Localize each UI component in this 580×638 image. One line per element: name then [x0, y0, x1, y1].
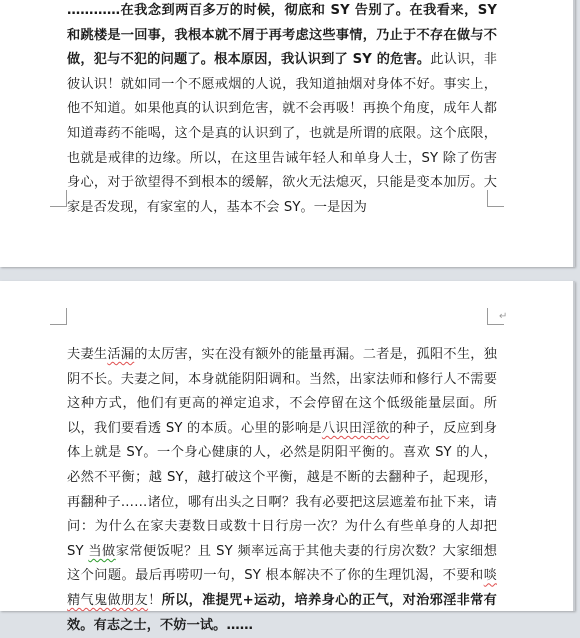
page-2-right-edge	[573, 281, 575, 611]
page-2-text-run: ！	[148, 592, 162, 608]
spellcheck-underlined-text: 啖精气鬼做朋友	[67, 568, 497, 608]
document-page-2	[0, 281, 575, 633]
page-1-body-text: 此认识，非彼认识！就如同一个不愿戒烟的人说，我知道抽烟对身体不好。事实上，他不知道。如果他真的认识到危害，就不会再吸！再换个角度，成年人都知道毒药不能喝，这个是真的认识到了，也就是所谓的底限。这个底限，也就是戒律的边缘。所以，在这里告诫年轻人和单身人士，SY 除了伤害身心，对于欲望得不到根本的缓解，欲火无法熄灭，只能是变本加厉。大家是否发现，有家室的人，基本不会 SY。一是因为	[67, 52, 497, 215]
page-2-text-run: 的太厉害，实在没有额外的能量再漏。二者是，孤阳不生，独阴不长。夫妻之间，本身就能阴阳调和。当然，出家法师和修行人不需要这种方式，他们有更高的禅定追求，不会停留在这个低级能量层面。所以，我们要看透 SY 的本质。心里的影响是	[67, 347, 497, 436]
spellcheck-underlined-text: 八识田淫欲	[321, 420, 390, 436]
page-2-margin-corner-top-left	[50, 308, 67, 325]
page-2-text-run: 夫妻生	[67, 347, 108, 362]
page-1-margin-corner-bottom-right	[487, 190, 504, 207]
page-2-paragraph	[67, 343, 497, 638]
page-1-bold-text: …………在我念到两百多万的时候，彻底和 SY 告别了。在我看来，SY 和跳楼是一回事，我根本就不屑于再考虑这些事情，乃止于不存在做与不做，犯与不犯的问题了。根本原因，我认识到了 SY 的危害。	[67, 3, 497, 68]
page-1-paragraph	[67, 0, 497, 220]
spellcheck-underlined-text: 活漏	[107, 347, 135, 362]
page-1-right-edge	[573, 0, 575, 267]
grammar-underlined-text: 当做	[88, 543, 116, 559]
page-1-margin-corner-bottom-left	[50, 190, 67, 207]
page-2-bold-text: 所以，准提咒+运动，培养身心的正气，对治邪淫非常有效。有志之士，不妨一试。……	[67, 592, 497, 633]
page-2-text-run: 家常便饭呢？且 SY 频率远高于其他夫妻的行房次数？大家细想这个问题。最后再唠叨一句，SY 根本解决不了你的生理饥渴，不要和	[67, 543, 498, 584]
paragraph-mark-icon: ↵	[499, 311, 508, 322]
document-page-1	[0, 0, 575, 267]
page-2-text-run: 的种子，反应到身体上就是 SY。一个身心健康的人，必然是阴阳平衡的。喜欢 SY 的人，必然不平衡；越 SY，越打破这个平衡，越是不断的去翻种子，起现形，再翻种子……诸位，哪有出头之日啊？我有必要把这层遮羞布扯下来，请问：为什么在家夫妻数日或数十日行房一次？为什么有些单身的人却把 SY	[67, 420, 497, 559]
